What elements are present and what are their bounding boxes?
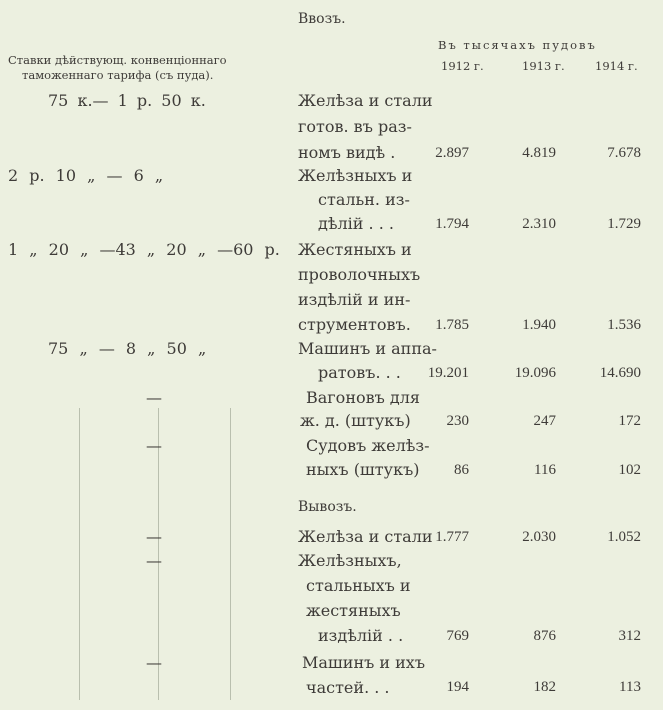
item-name-line: жестяныхъ [306,601,401,620]
value-1914: 7.678 [607,145,641,161]
value-1913: 116 [534,462,556,478]
rate-dash: — [146,653,162,672]
rate-cell: 2 р. 10 „ — 6 „ [8,166,164,185]
value-1913: 4.819 [522,145,556,161]
value-1914: 14.690 [599,365,641,381]
import-title: Ввозъ. [298,11,346,27]
value-1912: 1.794 [435,216,469,232]
value-1913: 2.310 [522,216,556,232]
rate-cell: 75 „ — 8 „ 50 „ [48,339,207,358]
item-name-line: Желѣзныхъ и [298,166,413,185]
item-name-line: дѣлій . . . [318,214,394,233]
item-name-line: струментовъ. [298,315,411,334]
item-name-line: Желѣзныхъ, [298,551,402,570]
value-1914: 172 [618,413,641,429]
value-1912: 2.897 [435,145,469,161]
value-1914: 1.729 [607,216,641,232]
item-name-line: Машинъ и аппа- [298,339,437,358]
units-header: Въ тысячахъ пудовъ [438,38,597,52]
item-name-line: ныхъ (штукъ) [306,460,420,479]
column-rule [79,408,80,700]
value-1912: 769 [446,628,469,644]
item-name-line: номъ видѣ . [298,143,396,162]
item-name-line: Вагоновъ для [306,388,420,407]
item-name-line: стальныхъ и [306,576,411,595]
value-1914: 1.052 [607,529,641,545]
value-1914: 1.536 [607,317,641,333]
value-1912: 230 [446,413,469,429]
rate-cell: 1 „ 20 „ —43 „ 20 „ —60 р. [8,240,280,259]
item-name-line: издѣлій и ин- [298,290,411,309]
value-1912: 86 [454,462,469,478]
rate-dash: — [146,551,162,570]
value-1913: 19.096 [514,365,556,381]
rate-cell: 75 к.— 1 р. 50 к. [48,91,206,110]
value-1912: 1.777 [435,529,469,545]
item-name-line: готов. въ раз- [298,117,412,136]
year-header-1914: 1914 г. [595,59,638,73]
item-name-line: Желѣза и стали [298,527,433,546]
export-title: Вывозъ. [298,499,357,515]
item-name-line: проволочныхъ [298,265,421,284]
item-name-line: Жестяныхъ и [298,240,412,259]
value-1913: 1.940 [522,317,556,333]
item-name-line: издѣлій . . [318,626,404,645]
value-1912: 19.201 [427,365,469,381]
item-name-line: Судовъ желѣз- [306,436,430,455]
value-1914: 113 [619,679,641,695]
rates-column-header-line1: Ставки дѣйствующ. конвенціоннаго [8,53,227,67]
item-name-line: стальн. из- [318,190,410,209]
value-1914: 102 [618,462,641,478]
column-rule [230,408,231,700]
value-1912: 194 [446,679,469,695]
rate-dash: — [146,436,162,455]
item-name-line: частей. . . [306,678,390,697]
year-header-1912: 1912 г. [441,59,484,73]
value-1913: 182 [533,679,556,695]
value-1913: 247 [533,413,556,429]
item-name-line: Машинъ и ихъ [302,653,426,672]
rate-dash: — [146,527,162,546]
rates-column-header-line2: таможеннаго тарифа (съ пуда). [22,68,214,82]
item-name-line: ж. д. (штукъ) [300,411,411,430]
value-1913: 2.030 [522,529,556,545]
year-header-1913: 1913 г. [522,59,565,73]
rate-dash: — [146,388,162,407]
item-name-line: Желѣза и стали [298,91,433,110]
item-name-line: ратовъ. . . [318,363,401,382]
value-1912: 1.785 [435,317,469,333]
value-1914: 312 [618,628,641,644]
value-1913: 876 [533,628,556,644]
